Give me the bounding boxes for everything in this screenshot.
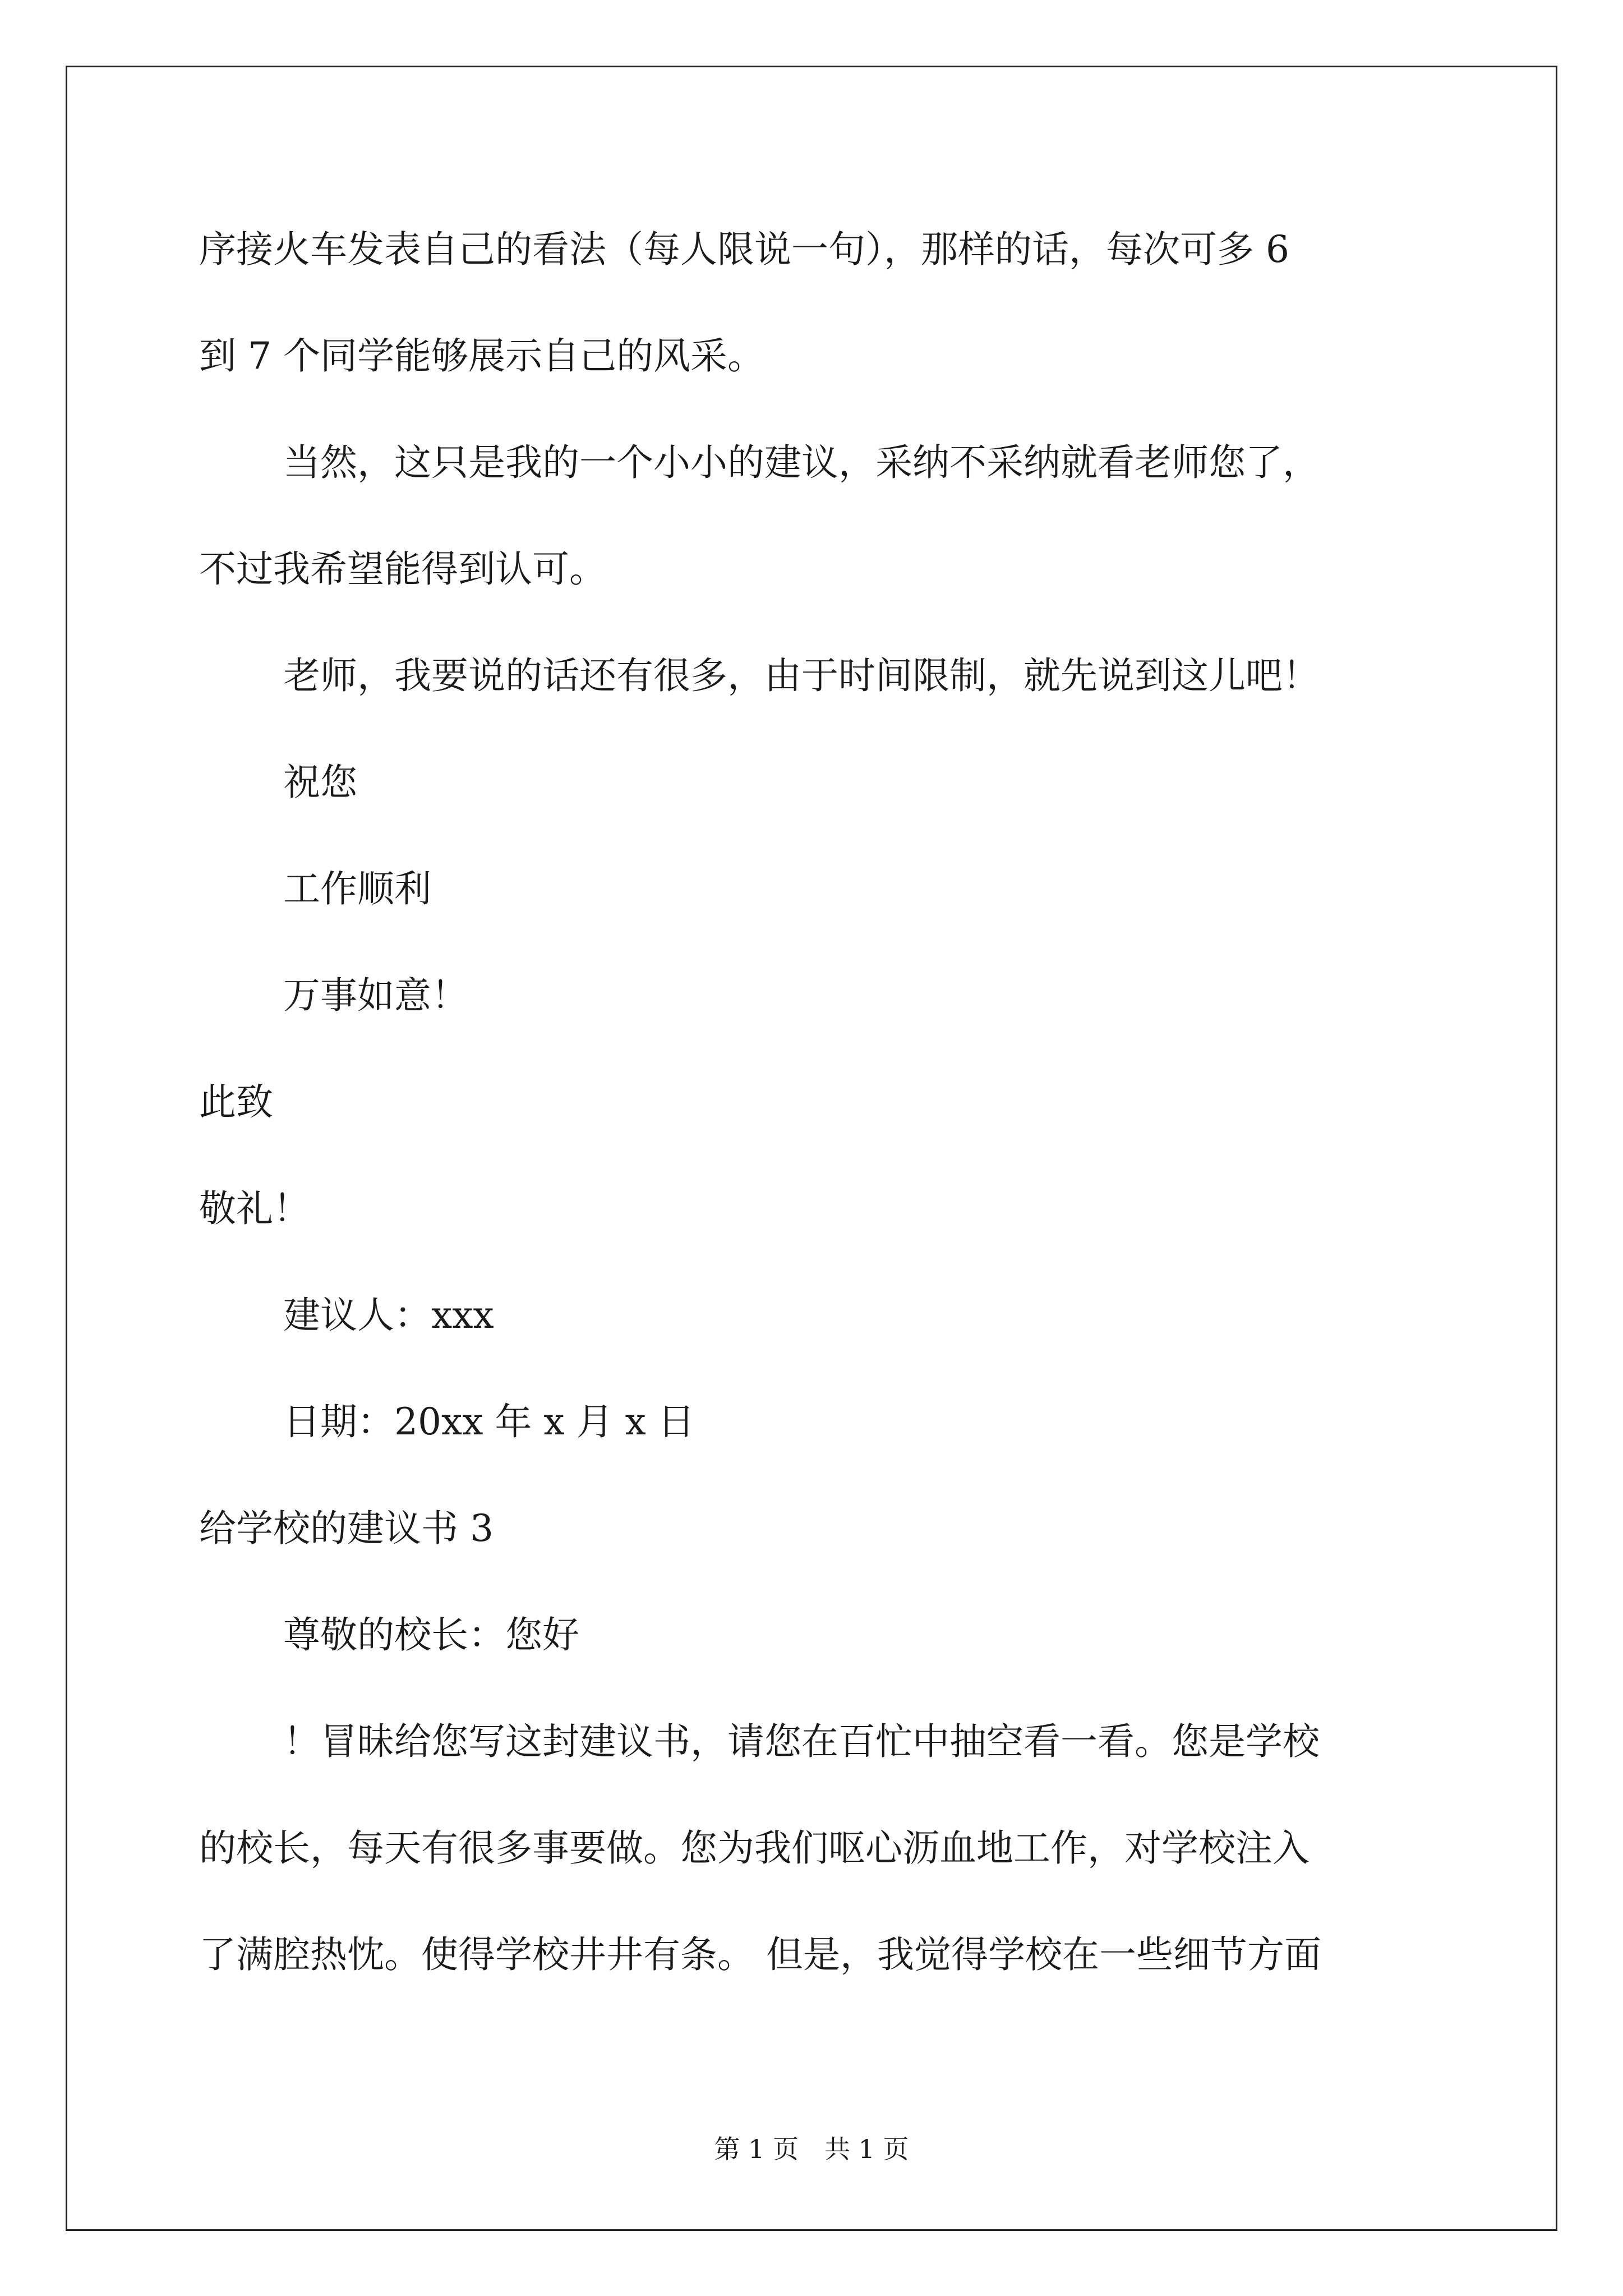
closing-line-1: 此致 (199, 1080, 273, 1124)
section-title: 给学校的建议书 3 (199, 1507, 494, 1550)
body-line-4: 不过我希望能得到认可。 (199, 547, 606, 591)
closing-line-2: 敬礼！ (199, 1187, 310, 1230)
body-line-1: 序接火车发表自己的看法（每人限说一句），那样的话，每次可多 6 (199, 228, 1289, 271)
signature-name: 建议人：xxx (283, 1294, 494, 1337)
body-line-8: 了满腔热忱。使得学校井井有条。 但是，我觉得学校在一些细节方面 (199, 1933, 1321, 1976)
signature-date: 日期：20xx 年 x 月 x 日 (283, 1400, 695, 1443)
page-border (66, 66, 1557, 2231)
body-line-6: ！冒昧给您写这封建议书，请您在百忙中抽空看一看。您是学校 (283, 1720, 1320, 1763)
body-line-2: 到 7 个同学能够展示自己的风采。 (199, 334, 764, 378)
page-number: 第 1 页 共 1 页 (714, 2134, 909, 2164)
salutation-line-1: 祝您 (283, 761, 357, 804)
body-line-5: 老师，我要说的话还有很多，由于时间限制，就先说到这儿吧！ (283, 654, 1320, 697)
body-line-7: 的校长，每天有很多事要做。您为我们呕心沥血地工作，对学校注入 (199, 1826, 1310, 1870)
greeting-line: 尊敬的校长：您好 (283, 1613, 579, 1657)
salutation-line-3: 万事如意！ (283, 974, 468, 1017)
body-line-3: 当然，这只是我的一个小小的建议，采纳不采纳就看老师您了， (283, 441, 1320, 484)
salutation-line-2: 工作顺利 (283, 867, 431, 910)
